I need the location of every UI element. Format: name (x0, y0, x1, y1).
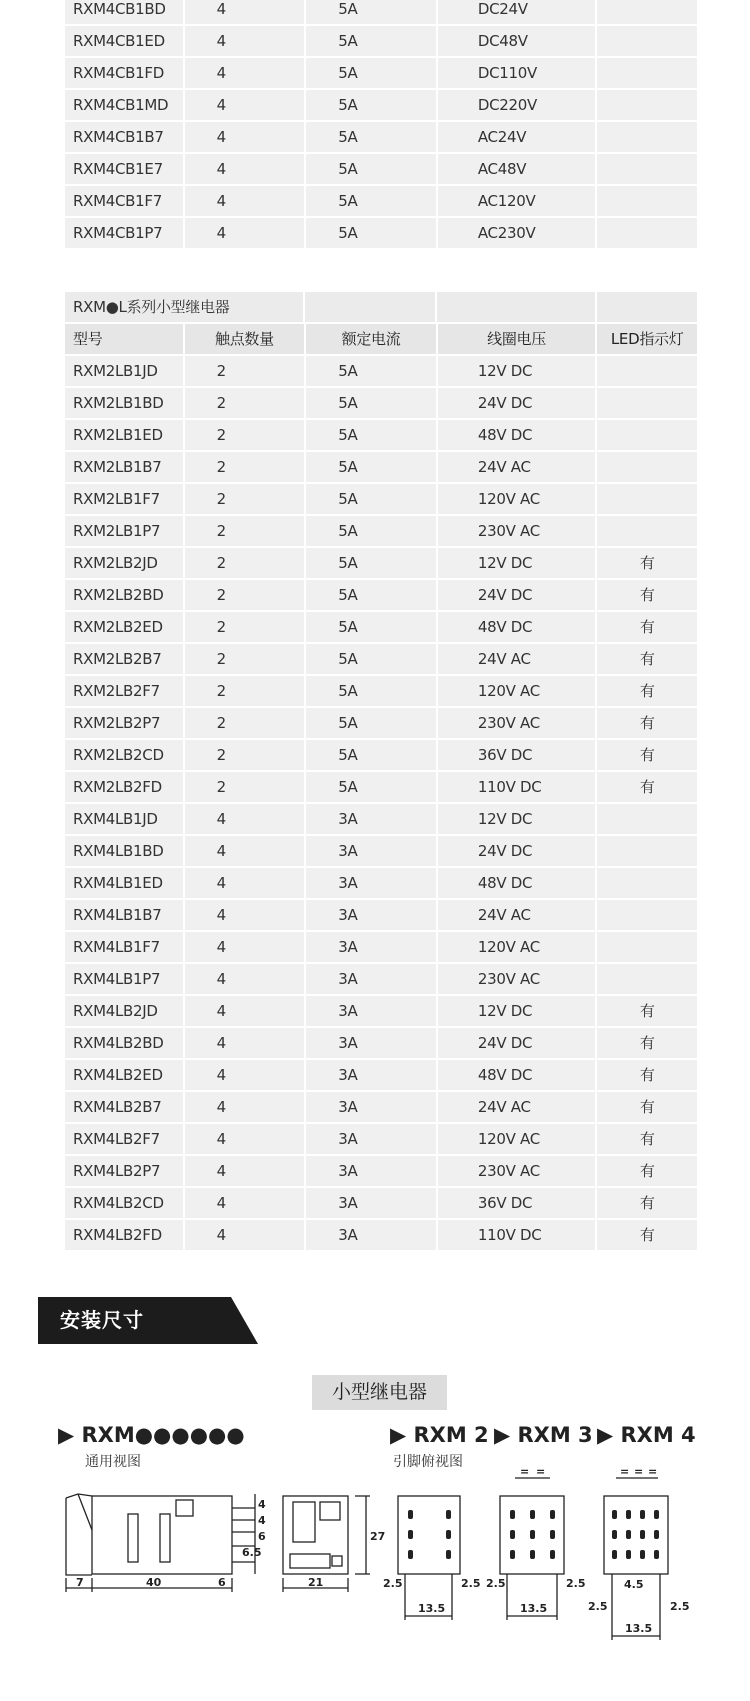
model-cell: RXM4LB2FD (65, 1220, 183, 1250)
contacts-cell: 2 (185, 452, 305, 482)
coil-voltage-cell: 24V DC (438, 1028, 596, 1058)
table-title-row (65, 292, 697, 322)
contacts-cell: 4 (185, 1028, 305, 1058)
model-cell: RXM2LB1BD (65, 388, 183, 418)
general-view-title: ▶ RXM●●●●●● (58, 1423, 245, 1447)
current-cell: 5A (306, 484, 436, 514)
current-cell: 5A (306, 356, 436, 386)
current-cell: 5A (306, 58, 436, 88)
diagram-subtitle: 小型继电器 (312, 1375, 447, 1410)
model-cell: RXM4CB1B7 (65, 122, 183, 152)
led-cell: 有 (597, 1092, 697, 1122)
current-cell: 5A (306, 708, 436, 738)
coil-voltage-cell: AC230V (438, 218, 596, 248)
current-cell: 3A (306, 964, 436, 994)
rxm2-sub: 引脚俯视图 (393, 1454, 463, 1470)
contacts-cell: 4 (185, 964, 305, 994)
current-cell: 3A (306, 1188, 436, 1218)
current-cell: 5A (306, 516, 436, 546)
contacts-cell: 2 (185, 388, 305, 418)
dim-21: 21 (308, 1576, 324, 1589)
current-cell: 5A (306, 26, 436, 56)
table-row (65, 612, 697, 642)
coil-voltage-cell: 12V DC (438, 356, 596, 386)
dim-rxm2-2-5-right: 2.5 (461, 1577, 481, 1590)
model-cell: RXM4LB2BD (65, 1028, 183, 1058)
table-title: RXM●L系列小型继电器 (65, 292, 303, 322)
dim-40: 40 (146, 1576, 162, 1589)
led-cell: 有 (597, 1028, 697, 1058)
current-cell: 3A (306, 1028, 436, 1058)
current-cell: 5A (306, 612, 436, 642)
coil-voltage-cell: 24V AC (438, 1092, 596, 1122)
led-cell (597, 0, 697, 24)
contacts-cell: 2 (185, 420, 305, 450)
coil-voltage-cell: 230V AC (438, 1156, 596, 1186)
led-cell: 有 (597, 644, 697, 674)
contacts-cell: 2 (185, 676, 305, 706)
contacts-cell: 4 (185, 26, 305, 56)
dim-4b: 4 (258, 1514, 266, 1527)
contacts-cell: 2 (185, 644, 305, 674)
table-row (65, 708, 697, 738)
table-row (65, 900, 697, 930)
dim-6-5: 6.5 (242, 1546, 262, 1559)
dim-rxm3-2-5-right: 2.5 (566, 1577, 586, 1590)
coil-voltage-cell: 120V AC (438, 932, 596, 962)
current-cell: 3A (306, 1060, 436, 1090)
contacts-cell: 4 (185, 1124, 305, 1154)
table-row (65, 1060, 697, 1090)
led-cell: 有 (597, 1060, 697, 1090)
current-cell: 3A (306, 1092, 436, 1122)
coil-voltage-cell: 48V DC (438, 868, 596, 898)
current-cell: 5A (306, 420, 436, 450)
led-cell (597, 356, 697, 386)
dim-rxm4-4-5: 4.5 (624, 1578, 644, 1591)
model-cell: RXM4LB2JD (65, 996, 183, 1026)
led-cell (597, 186, 697, 216)
contacts-cell: 4 (185, 1060, 305, 1090)
table-row (65, 484, 697, 514)
model-cell: RXM4CB1MD (65, 90, 183, 120)
led-cell: 有 (597, 1220, 697, 1250)
contacts-cell: 4 (185, 218, 305, 248)
contacts-cell: 4 (185, 1092, 305, 1122)
coil-voltage-cell: 230V AC (438, 708, 596, 738)
table-row (65, 1188, 697, 1218)
model-cell: RXM4LB2CD (65, 1188, 183, 1218)
contacts-cell: 4 (185, 1220, 305, 1250)
table-row (65, 1028, 697, 1058)
model-cell: RXM4LB1ED (65, 868, 183, 898)
table-row (65, 122, 697, 152)
model-cell: RXM4CB1BD (65, 0, 183, 24)
led-cell (597, 122, 697, 152)
led-cell (597, 218, 697, 248)
table-rxml-series (65, 292, 697, 1252)
table-row (65, 932, 697, 962)
contacts-cell: 2 (185, 356, 305, 386)
led-cell (597, 154, 697, 184)
model-cell: RXM2LB2FD (65, 772, 183, 802)
current-cell: 5A (306, 218, 436, 248)
contacts-cell: 4 (185, 154, 305, 184)
model-cell: RXM2LB2JD (65, 548, 183, 578)
table-row (65, 90, 697, 120)
general-view-sub: 通用视图 (85, 1454, 141, 1470)
section-title: 安装尺寸 (60, 1308, 144, 1332)
led-cell: 有 (597, 548, 697, 578)
coil-voltage-cell: 36V DC (438, 1188, 596, 1218)
model-cell: RXM4CB1FD (65, 58, 183, 88)
contacts-cell: 4 (185, 900, 305, 930)
dim-rxm2-2-5-left: 2.5 (383, 1577, 403, 1590)
coil-voltage-cell: AC48V (438, 154, 596, 184)
model-cell: RXM4LB1P7 (65, 964, 183, 994)
header-model: 型号 (65, 324, 183, 354)
contacts-cell: 4 (185, 122, 305, 152)
coil-voltage-cell: 48V DC (438, 1060, 596, 1090)
table-row (65, 186, 697, 216)
dim-rxm3-equal-2: = (536, 1465, 546, 1478)
led-cell (597, 58, 697, 88)
contacts-cell: 4 (185, 58, 305, 88)
contacts-cell: 4 (185, 868, 305, 898)
current-cell: 3A (306, 1220, 436, 1250)
contacts-cell: 4 (185, 1188, 305, 1218)
current-cell: 5A (306, 186, 436, 216)
coil-voltage-cell: 120V AC (438, 1124, 596, 1154)
coil-voltage-cell: 24V AC (438, 900, 596, 930)
table-row (65, 1220, 697, 1250)
coil-voltage-cell: 230V AC (438, 516, 596, 546)
led-cell (597, 516, 697, 546)
contacts-cell: 4 (185, 996, 305, 1026)
table-row (65, 836, 697, 866)
model-cell: RXM2LB2B7 (65, 644, 183, 674)
model-cell: RXM4LB1B7 (65, 900, 183, 930)
coil-voltage-cell: 230V AC (438, 964, 596, 994)
current-cell: 3A (306, 932, 436, 962)
table-row (65, 964, 697, 994)
led-cell: 有 (597, 1124, 697, 1154)
table-row (65, 516, 697, 546)
coil-voltage-cell: 12V DC (438, 548, 596, 578)
current-cell: 3A (306, 996, 436, 1026)
table-row (65, 644, 697, 674)
table-row (65, 996, 697, 1026)
table-row (65, 1124, 697, 1154)
led-cell: 有 (597, 580, 697, 610)
model-cell: RXM2LB1B7 (65, 452, 183, 482)
table-row (65, 1092, 697, 1122)
led-cell (597, 804, 697, 834)
contacts-cell: 4 (185, 1156, 305, 1186)
model-cell: RXM4LB2P7 (65, 1156, 183, 1186)
table-row (65, 740, 697, 770)
coil-voltage-cell: 110V DC (438, 1220, 596, 1250)
header-current: 额定电流 (306, 324, 436, 354)
contacts-cell: 2 (185, 580, 305, 610)
current-cell: 3A (306, 836, 436, 866)
contacts-cell: 4 (185, 90, 305, 120)
led-cell (597, 900, 697, 930)
dim-rxm4-equal: = (620, 1465, 630, 1478)
dim-rxm3-2-5-left: 2.5 (486, 1577, 506, 1590)
led-cell (597, 420, 697, 450)
table-row (65, 452, 697, 482)
model-cell: RXM2LB1ED (65, 420, 183, 450)
coil-voltage-cell: 24V AC (438, 644, 596, 674)
model-cell: RXM2LB2CD (65, 740, 183, 770)
contacts-cell: 4 (185, 932, 305, 962)
contacts-cell: 2 (185, 708, 305, 738)
table-row (65, 388, 697, 418)
contacts-cell: 2 (185, 740, 305, 770)
led-cell (597, 964, 697, 994)
table-row (65, 772, 697, 802)
current-cell: 5A (306, 452, 436, 482)
led-cell: 有 (597, 708, 697, 738)
led-cell (597, 932, 697, 962)
model-cell: RXM2LB1P7 (65, 516, 183, 546)
coil-voltage-cell: DC24V (438, 0, 596, 24)
dim-rxm4-2-5-right: 2.5 (670, 1600, 690, 1613)
current-cell: 5A (306, 548, 436, 578)
contacts-cell: 4 (185, 0, 305, 24)
coil-voltage-cell: AC120V (438, 186, 596, 216)
current-cell: 5A (306, 676, 436, 706)
led-cell (597, 868, 697, 898)
led-cell (597, 388, 697, 418)
current-cell: 5A (306, 122, 436, 152)
current-cell: 5A (306, 0, 436, 24)
table-row (65, 356, 697, 386)
led-cell: 有 (597, 740, 697, 770)
led-cell: 有 (597, 612, 697, 642)
coil-voltage-cell: DC110V (438, 58, 596, 88)
current-cell: 5A (306, 740, 436, 770)
table-row (65, 580, 697, 610)
header-contacts: 触点数量 (185, 324, 305, 354)
table-row (65, 0, 697, 24)
table-row (65, 154, 697, 184)
current-cell: 5A (306, 154, 436, 184)
led-cell: 有 (597, 1188, 697, 1218)
contacts-cell: 2 (185, 516, 305, 546)
header-led: LED指示灯 (597, 324, 697, 354)
table-row (65, 1156, 697, 1186)
led-cell: 有 (597, 772, 697, 802)
model-cell: RXM4LB1F7 (65, 932, 183, 962)
model-cell: RXM2LB2P7 (65, 708, 183, 738)
coil-voltage-cell: 120V AC (438, 676, 596, 706)
dim-4a: 4 (258, 1498, 266, 1511)
current-cell: 5A (306, 772, 436, 802)
model-cell: RXM2LB2BD (65, 580, 183, 610)
contacts-cell: 2 (185, 548, 305, 578)
model-cell: RXM2LB2ED (65, 612, 183, 642)
led-cell (597, 836, 697, 866)
coil-voltage-cell: AC24V (438, 122, 596, 152)
dim-rxm4-13-5: 13.5 (625, 1622, 653, 1635)
current-cell: 5A (306, 90, 436, 120)
dim-27: 27 (370, 1530, 386, 1543)
table-row (65, 58, 697, 88)
rxm3-title: ▶ RXM 3 (494, 1423, 593, 1447)
model-cell: RXM4CB1ED (65, 26, 183, 56)
dim-6b: 6 (258, 1530, 266, 1543)
model-cell: RXM2LB1F7 (65, 484, 183, 514)
led-cell (597, 90, 697, 120)
coil-voltage-cell: 12V DC (438, 996, 596, 1026)
dim-rxm4-equal-2: = (634, 1465, 644, 1478)
current-cell: 3A (306, 1156, 436, 1186)
dim-rxm3-13-5: 13.5 (520, 1602, 548, 1615)
current-cell: 5A (306, 388, 436, 418)
table-row (65, 26, 697, 56)
led-cell (597, 452, 697, 482)
table-row (65, 676, 697, 706)
current-cell: 5A (306, 580, 436, 610)
led-cell: 有 (597, 996, 697, 1026)
table-row (65, 218, 697, 248)
table-row (65, 804, 697, 834)
led-cell: 有 (597, 676, 697, 706)
model-cell: RXM4LB2B7 (65, 1092, 183, 1122)
model-cell: RXM4LB2ED (65, 1060, 183, 1090)
coil-voltage-cell: 120V AC (438, 484, 596, 514)
dim-rxm4-2-5-left: 2.5 (588, 1600, 608, 1613)
model-cell: RXM2LB2F7 (65, 676, 183, 706)
model-cell: RXM2LB1JD (65, 356, 183, 386)
table-row (65, 868, 697, 898)
contacts-cell: 4 (185, 186, 305, 216)
contacts-cell: 4 (185, 836, 305, 866)
current-cell: 3A (306, 900, 436, 930)
table-header-row (65, 324, 697, 354)
table-rxm4cb (65, 0, 697, 250)
current-cell: 3A (306, 804, 436, 834)
led-cell (597, 26, 697, 56)
dim-rxm3-equal: = (520, 1465, 530, 1478)
dim-7: 7 (76, 1576, 84, 1589)
header-coil-voltage: 线圈电压 (438, 324, 595, 354)
model-cell: RXM4LB1BD (65, 836, 183, 866)
led-cell (597, 484, 697, 514)
contacts-cell: 2 (185, 484, 305, 514)
model-cell: RXM4LB1JD (65, 804, 183, 834)
model-cell: RXM4CB1E7 (65, 154, 183, 184)
current-cell: 3A (306, 868, 436, 898)
table-row (65, 420, 697, 450)
current-cell: 3A (306, 1124, 436, 1154)
contacts-cell: 4 (185, 804, 305, 834)
rxm4-title: ▶ RXM 4 (597, 1423, 696, 1447)
led-cell: 有 (597, 1156, 697, 1186)
coil-voltage-cell: 48V DC (438, 420, 596, 450)
coil-voltage-cell: 24V DC (438, 388, 596, 418)
contacts-cell: 2 (185, 772, 305, 802)
model-cell: RXM4LB2F7 (65, 1124, 183, 1154)
rxm2-title: ▶ RXM 2 (390, 1423, 489, 1447)
contacts-cell: 2 (185, 612, 305, 642)
dim-6a: 6 (218, 1576, 226, 1589)
coil-voltage-cell: DC48V (438, 26, 596, 56)
coil-voltage-cell: 36V DC (438, 740, 596, 770)
section-banner (38, 1297, 258, 1344)
coil-voltage-cell: 48V DC (438, 612, 596, 642)
coil-voltage-cell: 110V DC (438, 772, 596, 802)
coil-voltage-cell: 24V DC (438, 580, 596, 610)
coil-voltage-cell: 24V DC (438, 836, 596, 866)
table-row (65, 548, 697, 578)
dim-rxm2-13-5: 13.5 (418, 1602, 446, 1615)
current-cell: 5A (306, 644, 436, 674)
coil-voltage-cell: 24V AC (438, 452, 596, 482)
model-cell: RXM4CB1F7 (65, 186, 183, 216)
coil-voltage-cell: 12V DC (438, 804, 596, 834)
model-cell: RXM4CB1P7 (65, 218, 183, 248)
dim-rxm4-equal-3: = (648, 1465, 658, 1478)
coil-voltage-cell: DC220V (438, 90, 596, 120)
